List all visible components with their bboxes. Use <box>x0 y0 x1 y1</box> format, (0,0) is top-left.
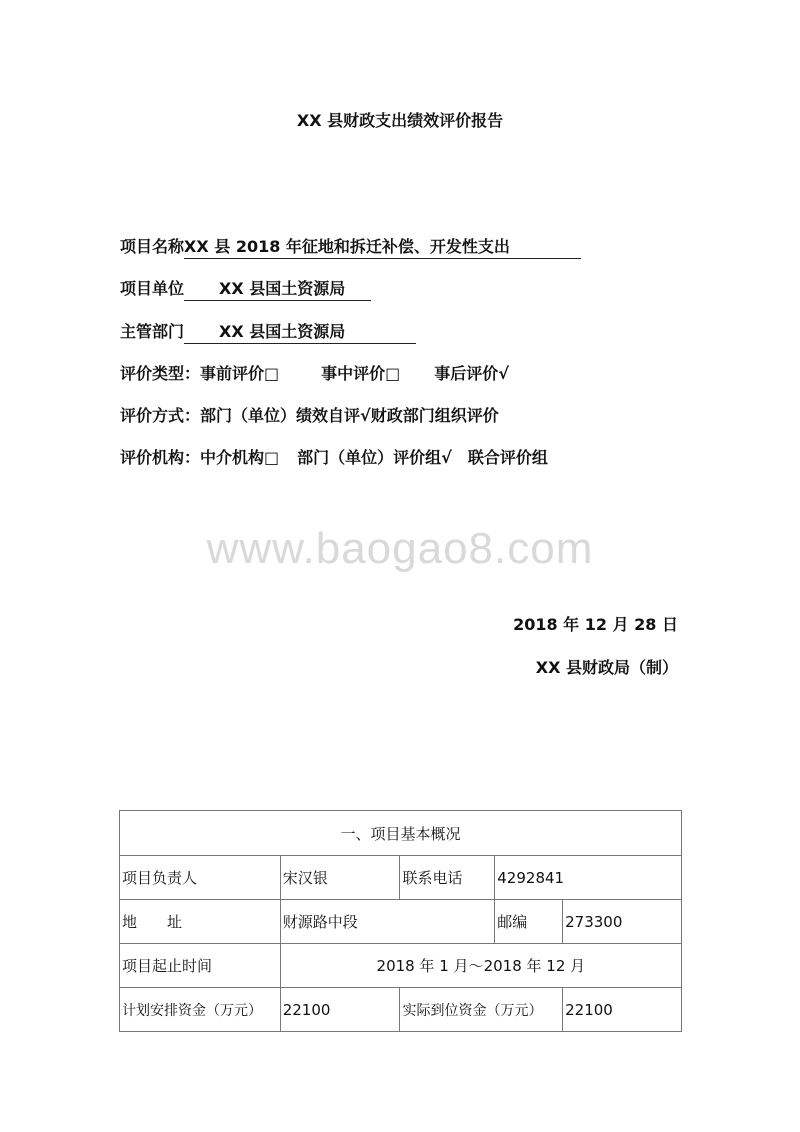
report-date: 2018 年 12 月 28 日 <box>513 615 678 634</box>
planned-funds-value: 22100 <box>280 988 400 1032</box>
project-unit-value: XX 县国土资源局 <box>184 276 371 301</box>
project-overview-table <box>119 810 682 1032</box>
watermark: www.baogao8.com <box>206 524 594 573</box>
project-leader-label: 项目负责人 <box>120 856 281 900</box>
eval-type-after: 事后评价√ <box>434 364 509 383</box>
period-label: 项目起止时间 <box>120 944 281 988</box>
table-row <box>120 900 682 944</box>
eval-type-during: 事中评价□ <box>321 364 401 383</box>
planned-funds-label: 计划安排资金（万元） <box>120 988 281 1032</box>
actual-funds-label: 实际到位资金（万元） <box>400 988 563 1032</box>
eval-type-before: 事前评价□ <box>200 364 280 383</box>
phone-value: 4292841 <box>495 856 682 900</box>
eval-org-agency: 中介机构□ <box>200 448 280 467</box>
eval-type-label: 评价类型： <box>120 364 201 383</box>
section-title: 一、项目基本概况 <box>120 811 682 856</box>
table-row <box>120 988 682 1032</box>
eval-org-joint: 联合评价组 <box>467 448 548 467</box>
eval-method-value: 部门（单位）绩效自评√财政部门组织评价 <box>200 406 499 425</box>
project-leader-value: 宋汉银 <box>280 856 400 900</box>
period-value: 2018 年 1 月～2018 年 12 月 <box>280 944 681 988</box>
eval-org-label: 评价机构： <box>120 448 201 467</box>
project-name-label: 项目名称 <box>120 237 185 256</box>
issuer: XX 县财政局（制） <box>535 658 678 677</box>
eval-org-line <box>120 445 548 468</box>
eval-type-line <box>120 361 509 384</box>
actual-funds-value: 22100 <box>563 988 682 1032</box>
eval-org-dept: 部门（单位）评价组√ <box>297 448 452 467</box>
project-unit-label: 项目单位 <box>120 279 185 298</box>
supervising-dept-line <box>120 319 416 344</box>
project-name-value: XX 县 2018 年征地和拆迁补偿、开发性支出 <box>184 234 581 259</box>
supervising-dept-value: XX 县国土资源局 <box>184 319 416 344</box>
eval-method-line <box>120 403 499 426</box>
postcode-label: 邮编 <box>495 900 563 944</box>
table-header-row <box>120 811 682 856</box>
table-row <box>120 856 682 900</box>
phone-label: 联系电话 <box>400 856 495 900</box>
report-title: XX 县财政支出绩效评价报告 <box>296 111 504 130</box>
address-value: 财源路中段 <box>280 900 495 944</box>
table-row <box>120 944 682 988</box>
project-unit-line <box>120 276 371 301</box>
postcode-value: 273300 <box>563 900 682 944</box>
project-name-line <box>120 234 581 259</box>
eval-method-label: 评价方式： <box>120 406 201 425</box>
supervising-dept-label: 主管部门 <box>120 322 185 341</box>
address-label: 地 址 <box>120 900 281 944</box>
